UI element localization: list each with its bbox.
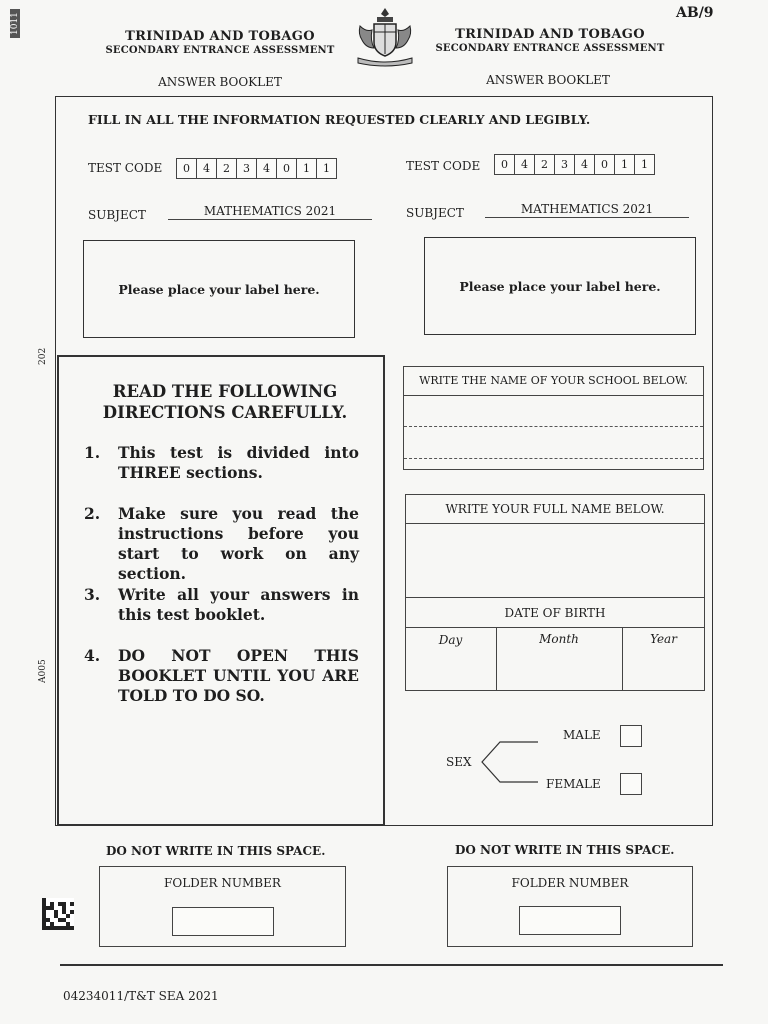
header-left-subtitle: SECONDARY ENTRANCE ASSESSMENT xyxy=(105,45,335,56)
sex-bracket-icon xyxy=(478,738,540,788)
test-code-digit: 1 xyxy=(296,158,317,179)
label-box-text: Please place your label here. xyxy=(118,281,320,297)
test-code-digit: 0 xyxy=(594,154,615,175)
full-name-field[interactable] xyxy=(406,525,704,597)
full-name-label: WRITE YOUR FULL NAME BELOW. xyxy=(405,494,705,524)
directions-heading-1: READ THE FOLLOWING xyxy=(112,382,338,401)
female-label: FEMALE xyxy=(546,777,601,791)
test-code-digit: 4 xyxy=(196,158,217,179)
side-code-top: 1011 xyxy=(10,9,20,38)
page-code: AB/9 xyxy=(676,5,714,21)
dob-day-field[interactable]: Day xyxy=(438,633,463,647)
test-code-cells-left xyxy=(177,158,337,179)
header-right-booklet: ANSWER BOOKLET xyxy=(486,73,610,87)
coat-of-arms-icon xyxy=(350,4,420,68)
test-code-digit: 3 xyxy=(236,158,257,179)
test-code-digit: 4 xyxy=(574,154,595,175)
test-code-cells-right xyxy=(495,154,655,175)
barcode-icon xyxy=(42,898,74,930)
sex-label: SEX xyxy=(446,755,472,769)
test-code-digit: 0 xyxy=(276,158,297,179)
label-box-left xyxy=(83,240,355,338)
folder-number-field-right[interactable] xyxy=(519,906,621,935)
test-code-digit: 1 xyxy=(634,154,655,175)
header-left-booklet: ANSWER BOOKLET xyxy=(158,75,282,89)
label-box-right xyxy=(424,237,696,335)
dob-month-field[interactable]: Month xyxy=(539,632,579,646)
label-box-text: Please place your label here. xyxy=(459,278,661,294)
test-code-digit: 2 xyxy=(534,154,555,175)
male-label: MALE xyxy=(563,728,601,742)
directions-heading-2: DIRECTIONS CAREFULLY. xyxy=(102,403,348,422)
header-right-title: TRINIDAD AND TOBAGO xyxy=(455,27,645,42)
dob-year-field[interactable]: Year xyxy=(650,632,677,646)
test-code-label-left: TEST CODE xyxy=(88,161,163,175)
folder-number-field-left[interactable] xyxy=(172,907,274,936)
test-code-digit: 2 xyxy=(216,158,237,179)
school-name-line[interactable] xyxy=(404,426,703,427)
test-code-digit: 0 xyxy=(176,158,197,179)
footer-rule xyxy=(60,964,723,966)
folder-number-label-right: FOLDER NUMBER xyxy=(511,876,629,890)
header-right-subtitle: SECONDARY ENTRANCE ASSESSMENT xyxy=(435,43,665,54)
header-left-title: TRINIDAD AND TOBAGO xyxy=(125,29,315,44)
instruction-text: FILL IN ALL THE INFORMATION REQUESTED CLEARLY AND LEGIBLY. xyxy=(88,112,591,127)
school-name-line[interactable] xyxy=(404,458,703,459)
side-code-middle: 202 xyxy=(38,347,48,365)
direction-item: 3. Write all your answers in this test booklet. xyxy=(84,585,359,624)
subject-value-left: MATHEMATICS 2021 xyxy=(168,204,372,220)
subject-value-right: MATHEMATICS 2021 xyxy=(485,202,689,218)
direction-item: 2. Make sure you read the instructions before you start to work on any section. xyxy=(84,504,359,583)
subject-label-right: SUBJECT xyxy=(406,206,464,220)
subject-label-left: SUBJECT xyxy=(88,208,146,222)
do-not-write-left: DO NOT WRITE IN THIS SPACE. xyxy=(106,844,326,858)
test-code-digit: 4 xyxy=(256,158,277,179)
test-code-digit: 1 xyxy=(614,154,635,175)
test-code-digit: 0 xyxy=(494,154,515,175)
test-code-digit: 3 xyxy=(554,154,575,175)
footer-code: 04234011/T&T SEA 2021 xyxy=(63,989,219,1003)
do-not-write-right: DO NOT WRITE IN THIS SPACE. xyxy=(455,843,675,857)
test-code-digit: 1 xyxy=(316,158,337,179)
folder-number-label-left: FOLDER NUMBER xyxy=(164,876,281,890)
male-checkbox[interactable] xyxy=(620,725,642,747)
direction-item: 1. This test is divided into THREE sections. xyxy=(84,443,359,482)
school-name-label: WRITE THE NAME OF YOUR SCHOOL BELOW. xyxy=(403,366,704,396)
female-checkbox[interactable] xyxy=(620,773,642,795)
test-code-label-right: TEST CODE xyxy=(406,159,481,173)
side-code-lower: A005 xyxy=(38,659,48,683)
dob-label: DATE OF BIRTH xyxy=(405,597,705,628)
test-code-digit: 4 xyxy=(514,154,535,175)
direction-item: 4. DO NOT OPEN THIS BOOKLET UNTIL YOU ARE TOLD TO DO SO. xyxy=(84,646,359,705)
